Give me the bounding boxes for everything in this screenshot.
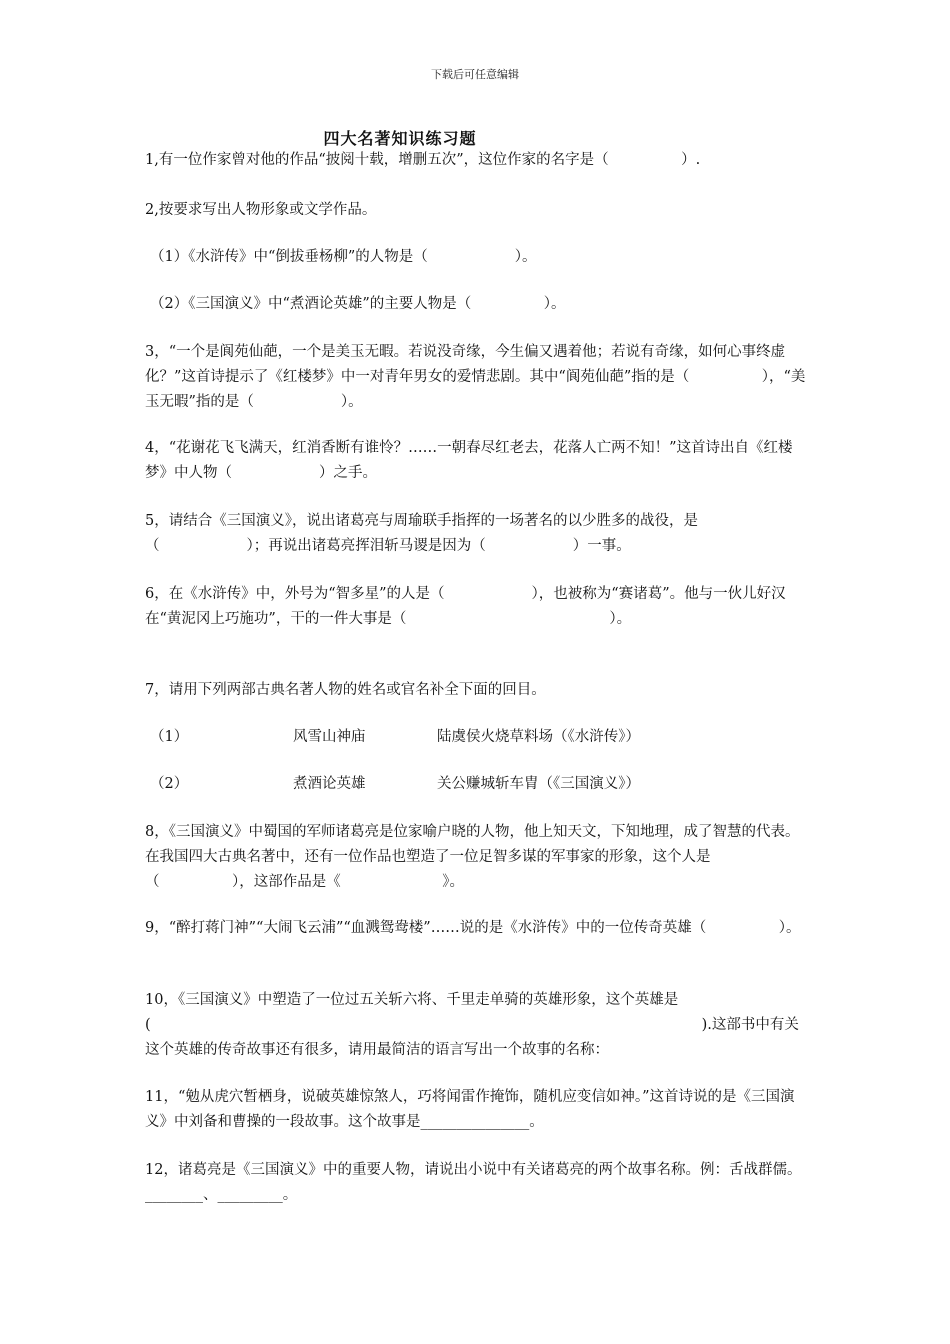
question-6: 6，在《水浒传》中，外号为“智多星”的人是（ ），也被称为“赛诸葛”。他与一伙儿好汉在“黄泥冈上巧施功”，干的一件大事是（ ）。 — [145, 586, 786, 627]
question-1: 1,有一位作家曾对他的作品“披阅十载，增删五次”，这位作家的名字是（ ）. — [145, 152, 701, 168]
page-header: 下载后可任意编辑 — [431, 68, 519, 81]
item-text-b: 关公赚城斩车胄（《三国演义》） — [437, 776, 640, 792]
item-number: （1） — [150, 729, 189, 745]
question-3: 3，“一个是阆苑仙葩，一个是美玉无暇。若说没奇缘，今生偏又遇着他；若说有奇缘，如何心事终虚化？”这首诗提示了《红楼梦》中一对青年男女的爱情悲剧。其中“阆苑仙葩”指的是（ ），“美玉无暇”指的是（ ）。 — [145, 344, 806, 410]
question-4: 4，“花谢花飞飞满天，红消香断有谁怜？……一朝春尽红老去，花落人亡两不知！”这首诗出自《红楼梦》中人物（ ）之手。 — [145, 440, 793, 481]
question-12: 12，诸葛亮是《三国演义》中的重要人物，请说出小说中有关诸葛亮的两个故事名称。例：舌战群儒。________、_________。 — [145, 1162, 802, 1203]
question-2-item-2: （2）《三国演义》中“煮酒论英雄”的主要人物是（ ）。 — [150, 296, 566, 312]
page-title: 四大名著知识练习题 — [323, 129, 477, 148]
question-10: 10，《三国演义》中塑造了一位过五关斩六将、千里走单骑的英雄形象，这个英雄是( ).这部书中有关这个英雄的传奇故事还有很多，请用最简洁的语言写出一个故事的名称： — [145, 992, 799, 1058]
item-text-a: 煮酒论英雄 — [293, 776, 366, 792]
item-text-a: 风雪山神庙 — [293, 729, 366, 745]
item-text-b: 陆虞侯火烧草料场（《水浒传》） — [437, 729, 640, 745]
question-2-item-1: （1）《水浒传》中“倒拔垂杨柳”的人物是（ ）。 — [150, 249, 537, 265]
question-7: 7，请用下列两部古典名著人物的姓名或官名补全下面的回目。 — [145, 682, 546, 698]
question-8: 8，《三国演义》中蜀国的军师诸葛亮是位家喻户晓的人物，他上知天文，下知地理，成了智慧的代表。在我国四大古典名著中，还有一位作品也塑造了一位足智多谋的军事家的形象，这个人是（ ），这部作品是《 》。 — [145, 824, 800, 890]
question-5: 5，请结合《三国演义》，说出诸葛亮与周瑜联手指挥的一场著名的以少胜多的战役，是（ ）；再说出诸葛亮挥泪斩马谡是因为（ ）一事。 — [145, 513, 698, 554]
item-number: （2） — [150, 776, 189, 792]
question-9: 9，“醉打蒋门神”“大闹飞云浦”“血溅鸳鸯楼”……说的是《水浒传》中的一位传奇英雄（ ）。 — [145, 920, 801, 936]
question-11: 11，“勉从虎穴暂栖身，说破英雄惊煞人，巧将闻雷作掩饰，随机应变信如神。”这首诗说的是《三国演义》中刘备和曹操的一段故事。这个故事是_______________。 — [145, 1089, 795, 1130]
question-2: 2,按要求写出人物形象或文学作品。 — [145, 202, 377, 218]
